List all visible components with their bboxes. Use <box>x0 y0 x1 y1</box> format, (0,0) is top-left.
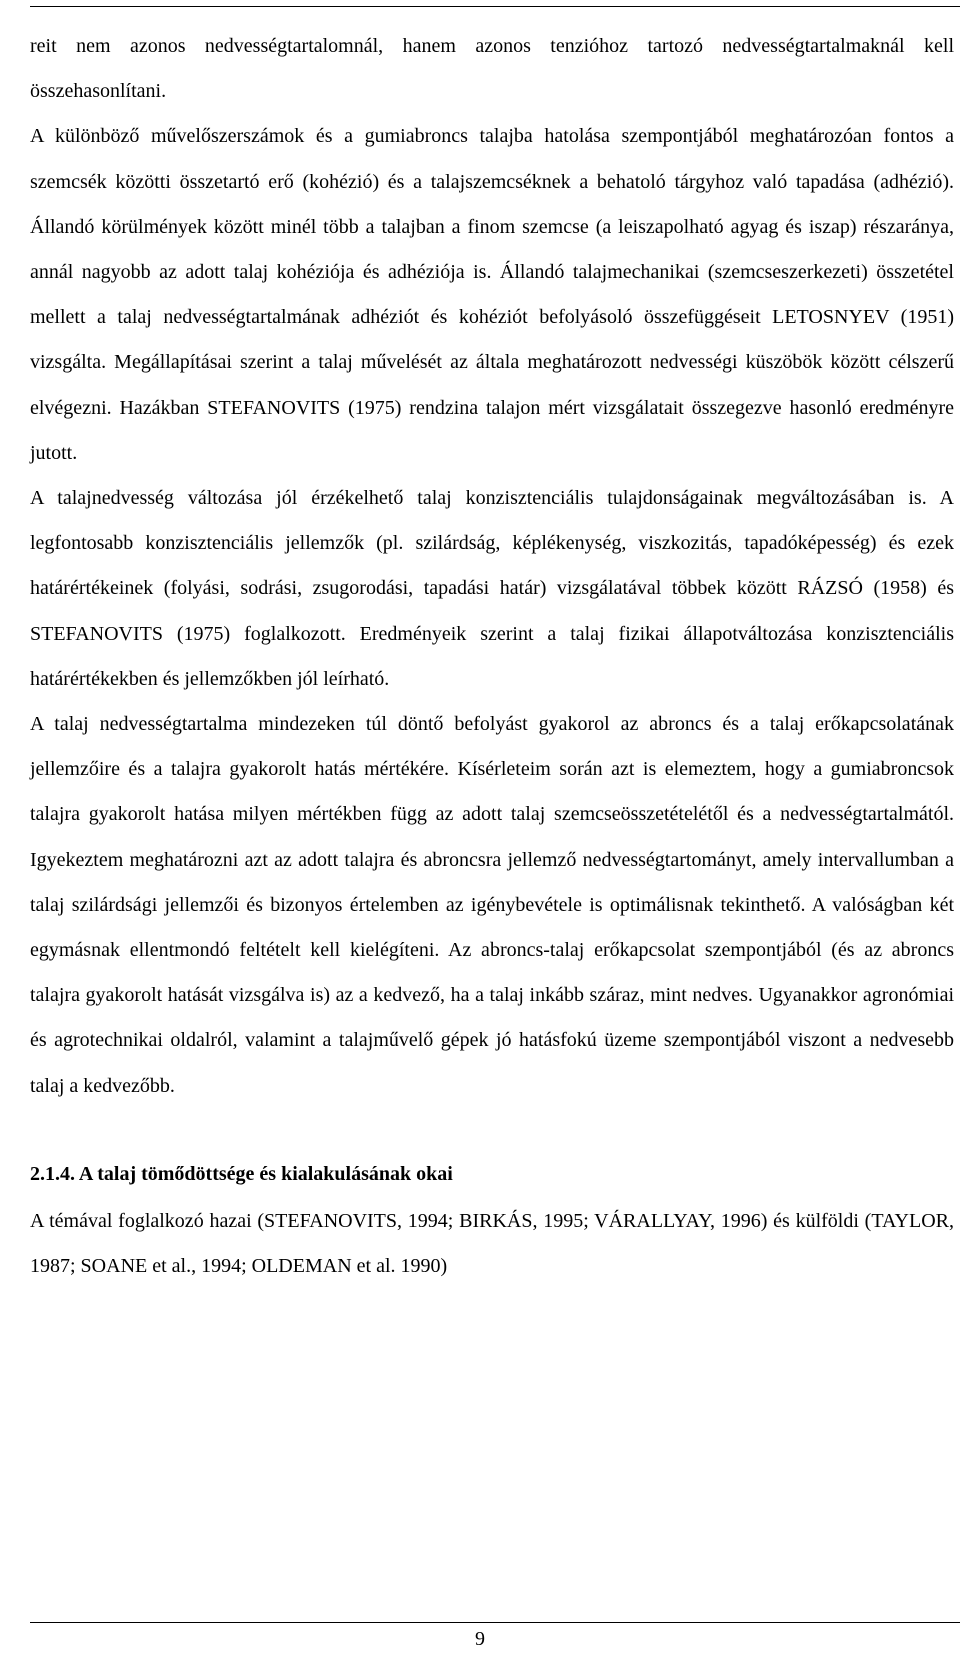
footer-rule <box>30 1622 960 1623</box>
page-number: 9 <box>475 1628 485 1650</box>
page-content <box>30 24 954 1289</box>
paragraph-3: A talajnedvesség változása jól érzékelhető talaj konzisztenciális tulajdonságainak megváltozásában is. A legfontosabb konzisztenciális jellemzők (pl. szilárdság, képlékenység, viszkozitás, tapadóképesség) és ezek határértékeinek (folyási, sodrási, zsugorodási, tapadási határ) vizsgálatával többek között RÁZSÓ (1958) és STEFANOVITS (1975) foglalkozott. Eredményeik szerint a talaj fizikai állapotváltozása konzisztenciális határértékekben és jellemzőkben jól leírható. <box>30 487 954 690</box>
section-paragraph: A témával foglalkozó hazai (STEFANOVITS, 1994; BIRKÁS, 1995; VÁRALLYAY, 1996) és külföldi (TAYLOR, 1987; SOANE et al., 1994; OLDEMAN et al. 1990) <box>30 1210 954 1278</box>
section-heading: 2.1.4. A talaj tömődöttsége és kialakulásának okai <box>30 1162 453 1185</box>
header-rule <box>30 6 960 7</box>
paragraph-1: reit nem azonos nedvességtartalomnál, hanem azonos tenzióhoz tartozó nedvességtartalmaknál kell összehasonlítani. <box>30 35 954 103</box>
paragraph-4: A talaj nedvességtartalma mindezeken túl döntő befolyást gyakorol az abroncs és a talaj erőkapcsolatának jellemzőire és a talajra gyakorolt hatás mértékére. Kísérleteim során azt is elemeztem, hogy a gumiabroncsok talajra gyakorolt hatása milyen mértékben függ az adott talaj szemcseösszetételétől és a nedvességtartalmától. Igyekeztem meghatározni azt az adott talajra és abroncsra jellemző nedvességtartományt, amely intervallumban a talaj szilárdsági jellemzői és bizonyos értelemben az igénybevétele is optimálisnak tekinthető. A valóságban két egymásnak ellentmondó feltételt kell kielégíteni. Az abroncs-talaj erőkapcsolat szempontjából (és az abroncs talajra gyakorolt hatását vizsgálva is) az a kedvező, ha a talaj inkább száraz, mint nedves. Ugyanakkor agronómiai és agrotechnikai oldalról, valamint a talajművelő gépek jó hatásfokú üzeme szempontjából viszont a nedvesebb talaj a kedvezőbb. <box>30 713 954 1097</box>
paragraph-2: A különböző művelőszerszámok és a gumiabroncs talajba hatolása szempontjából meghatározóan fontos a szemcsék közötti összetartó erő (kohézió) és a talajszemcséknek a behatoló tárgyhoz való tapadása (adhézió). Állandó körülmények között minél több a talajban a finom szemcse (a leiszapolható agyag és iszap) részaránya, annál nagyobb az adott talaj kohéziója és adhéziója is. Állandó talajmechanikai (szemcseszerkezeti) összetétel mellett a talaj nedvességtartalmának adhéziót és kohéziót befolyásoló összefüggéseit LETOSNYEV (1951) vizsgálta. Megállapításai szerint a talaj művelését az általa meghatározott nedvességi küszöbök között célszerű elvégezni. Hazákban STEFANOVITS (1975) rendzina talajon mért vizsgálatait összegezve hasonló eredményre jutott. <box>30 125 954 464</box>
